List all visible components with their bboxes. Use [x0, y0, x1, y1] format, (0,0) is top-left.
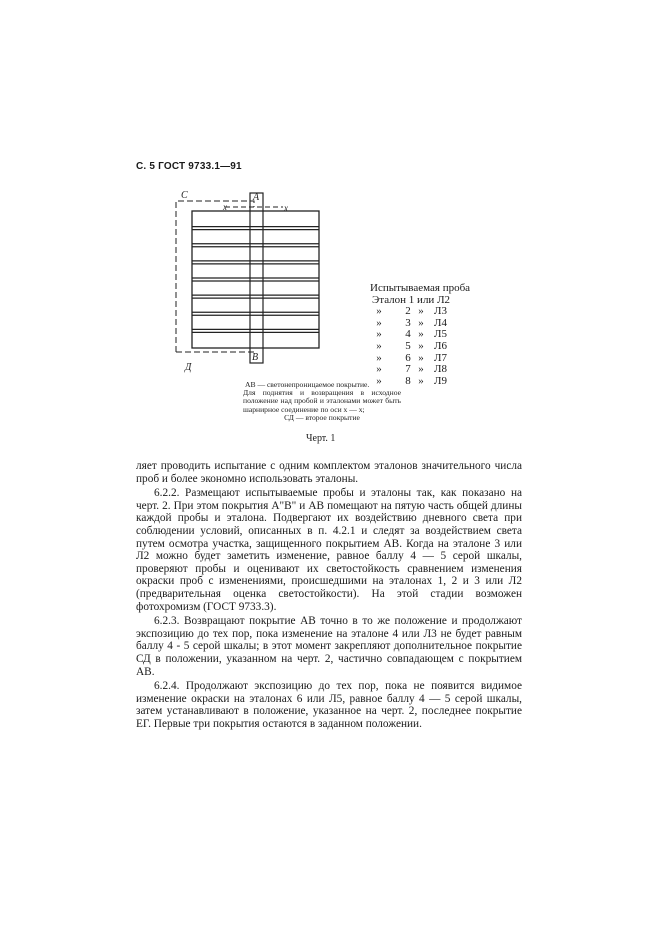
legend [370, 283, 470, 387]
legend-number: 4 [405, 328, 411, 341]
legend-code: Л9 [434, 374, 447, 387]
label-x-left: x [223, 202, 227, 212]
ditto-mark: » [418, 374, 424, 387]
ditto-mark: » [376, 374, 382, 387]
figure-caption [243, 381, 401, 422]
legend-code: Л5 [434, 328, 447, 341]
ditto-mark: » [376, 363, 382, 376]
ditto-mark: » [418, 316, 424, 329]
figure-label: Черт. 1 [306, 433, 336, 444]
figure-diagram [0, 0, 661, 380]
legend-title: Испытываемая проба [370, 282, 471, 294]
ditto-mark: » [376, 328, 382, 341]
legend-code: Л6 [434, 339, 447, 352]
strips-block [192, 211, 319, 348]
ditto-mark: » [418, 351, 424, 364]
legend-number: 8 [405, 374, 411, 387]
legend-row [370, 341, 470, 353]
paragraph-6-2-4: 6.2.4. Продолжают экспозицию до тех пор, пока не появится видимое изменение окраски на эталонах 6 или Л5, равное баллу 4 — 5 серой шкалы, затем устанавливают в положение, указанное на черт. 2, последнее покрытие ЕГ. Первые три покрытия остаются в заданном положении. [136, 680, 522, 730]
ditto-mark: » [418, 363, 424, 376]
legend-number: 7 [405, 363, 411, 376]
ditto-mark: » [418, 305, 424, 318]
ditto-mark: » [418, 328, 424, 341]
legend-number: 3 [405, 316, 411, 329]
paragraph-6-2-2: 6.2.2. Размещают испытываемые пробы и эталоны так, как показано на черт. 2. При этом покрытия A"B" и AB помещают на пятую часть общей длины каждой пробы и эталона. Подвергают их воздействию дневного света при соблюдении условий, описанных в п. 4.2.1 и следят за воздействием света путем осмотра участка, защищенного покрытием AB. Когда на эталоне 3 или Л2 можно будет заметить изменение, равное баллу 4 — 5 серой шкалы, проверяют пробы и оценивают их светостойкость сравнением изменения окраски проб с изменениями, происшедшими на эталонах 1, 2 и 3 или Л2 (предварительная оценка светостойкости). На этой стадии возможен фотохромизм (ГОСТ 9733.3). [136, 487, 522, 613]
legend-number: 6 [405, 351, 411, 364]
label-c: C [181, 190, 188, 201]
caption-line-1: AB — светонепроницаемое покрытие. [245, 380, 370, 389]
legend-code: Л3 [434, 305, 447, 318]
ditto-mark: » [376, 351, 382, 364]
caption-line-2: Для поднятия и возвращения в исходное положение над пробой и эталонами может быть шарнирное соединение по оси x — x; [243, 388, 401, 414]
label-x-right: x [284, 203, 288, 213]
legend-code: Л4 [434, 316, 447, 329]
paragraph-1: ляет проводить испытание с одним комплектом эталонов значительного числа проб и более экономно использовать эталоны. [136, 460, 522, 485]
body-text [136, 460, 522, 732]
legend-code: Л7 [434, 351, 447, 364]
page-header: С. 5 ГОСТ 9733.1—91 [136, 161, 242, 172]
paragraph-6-2-3: 6.2.3. Возвращают покрытие AB точно в то же положение и продолжают экспозицию до тех пор, пока изменение на эталоне 4 или Л3 не будет равным баллу 4 - 5 серой шкалы; в этот момент закрепляют дополнительное покрытие СД в положении, указанном на черт. 2, частично совпадающем с покрытием AB. [136, 615, 522, 678]
legend-number: 5 [405, 339, 411, 352]
label-d: Д [185, 362, 192, 373]
ditto-mark: » [376, 305, 382, 318]
legend-first-row: Эталон 1 или Л2 [372, 293, 451, 306]
label-b: B [252, 352, 259, 363]
label-a: A [253, 192, 260, 203]
legend-row [370, 364, 470, 376]
legend-code: Л8 [434, 363, 447, 376]
ditto-mark: » [376, 339, 382, 352]
legend-number: 2 [405, 305, 411, 318]
caption-line-3: СД — второе покрытие [284, 412, 360, 422]
ditto-mark: » [376, 316, 382, 329]
ditto-mark: » [418, 339, 424, 352]
